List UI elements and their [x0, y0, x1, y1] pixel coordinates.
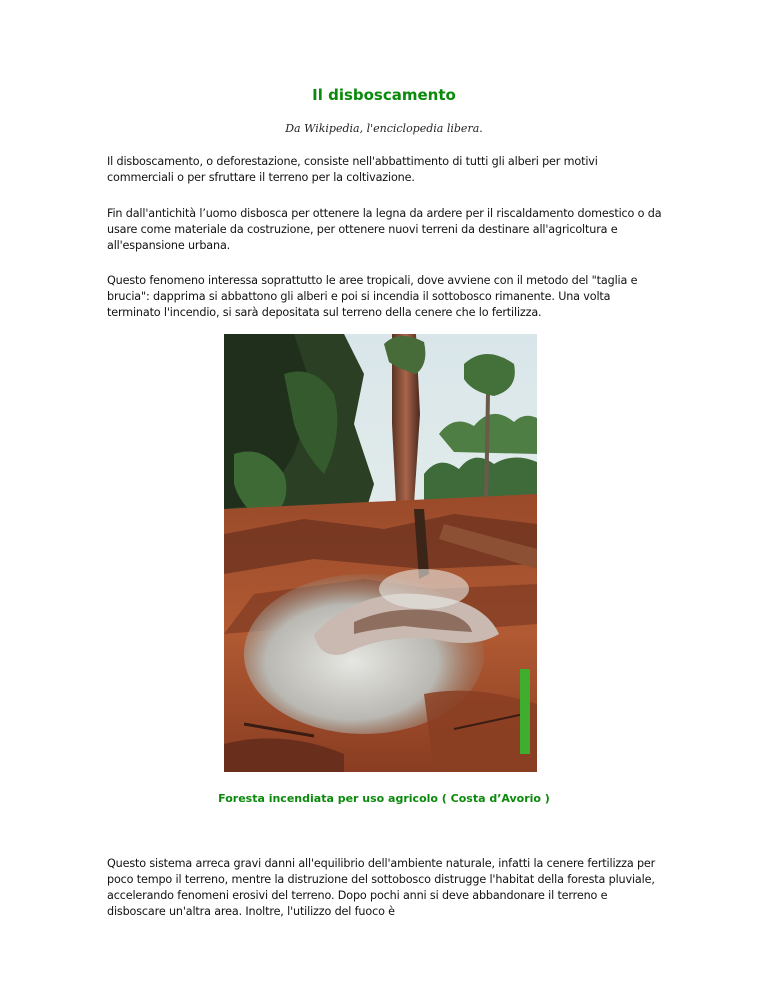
source-subtitle: Da Wikipedia, l'enciclopedia libera. [285, 122, 483, 135]
paragraph-3: Questo fenomeno interessa soprattutto le aree tropicali, dove avviene con il metodo del "taglia e brucia": dapprima si abbattono gli alberi e poi si incendia il sottobosco rimanente. Una volta terminato l'incendio, si sarà depositata sul terreno della cenere che lo fertilizza. [107, 274, 638, 319]
burned-forest-photo [224, 334, 537, 772]
figure-caption: Foresta incendiata per uso agricolo ( Costa d’Avorio ) [218, 792, 550, 805]
paragraph-1: Il disboscamento, o deforestazione, consiste nell'abbattimento di tutti gli alberi per motivi commerciali o per sfruttare il terreno per la coltivazione. [107, 155, 598, 184]
paragraph-4: Questo sistema arreca gravi danni all'equilibrio dell'ambiente naturale, infatti la cenere fertilizza per poco tempo il terreno, mentre la distruzione del sottobosco distrugge l'habitat della foresta pluviale, accelerando fenomeni erosivi del terreno. Dopo pochi anni si deve abbandonare il terreno e disboscare un'altra area. Inoltre, l'utilizzo del fuoco è [107, 857, 656, 918]
paragraph-2: Fin dall'antichità l’uomo disbosca per ottenere la legna da ardere per il riscaldamento domestico o da usare come materiale da costruzione, per ottenere nuovi terreni da destinare all'agricoltura e all'espansione urbana. [107, 207, 662, 252]
page-title: Il disboscamento [312, 86, 456, 104]
